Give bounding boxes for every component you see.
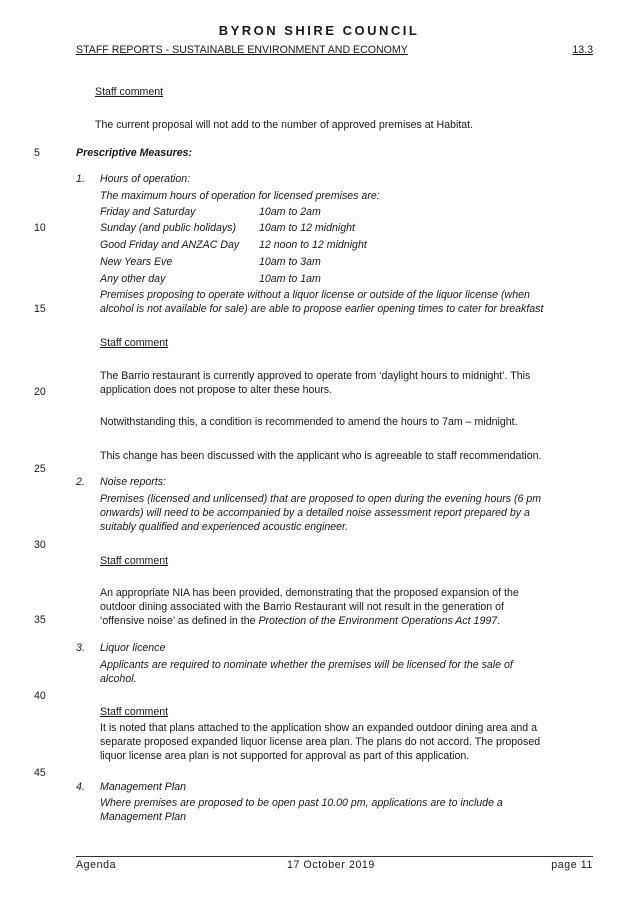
hours-time: 10am to 3am xyxy=(259,256,321,268)
footer-page: page 11 xyxy=(551,859,593,871)
intro-paragraph: The current proposal will not add to the number of approved premises at Habitat. xyxy=(95,119,474,131)
comment-text: This change has been discussed with the applicant who is agreeable to staff recommendation. xyxy=(100,450,542,462)
comment-text: Notwithstanding this, a condition is recommended to amend the hours to 7am – midnight. xyxy=(100,416,518,428)
section-number: 13.3 xyxy=(572,44,593,56)
item-text: Applicants are required to nominate whether the premises will be licensed for the sale of xyxy=(100,659,513,671)
line-number: 30 xyxy=(34,539,46,551)
act-name: Protection of the Environment Operations Act 1997 xyxy=(258,615,498,627)
item-title: Liquor licence xyxy=(100,642,166,654)
line-number: 45 xyxy=(34,767,46,779)
item-title: Management Plan xyxy=(100,781,186,793)
item-number: 4. xyxy=(76,781,85,793)
report-subtitle: STAFF REPORTS - SUSTAINABLE ENVIRONMENT AND ECONOMY xyxy=(76,44,408,56)
footer-divider xyxy=(76,856,593,857)
hours-time: 10am to 1am xyxy=(259,273,321,285)
item-text: suitably qualified and experienced acoustic engineer. xyxy=(100,521,349,533)
comment-text: outdoor dining associated with the Barrio Restaurant will not result in the generation of xyxy=(100,601,504,613)
item-title: Hours of operation: xyxy=(100,173,191,185)
comment-text: separate proposed expanded liquor license area plan. The plans do not accord. The proposed xyxy=(100,736,541,748)
comment-text xyxy=(100,615,500,628)
item-number: 3. xyxy=(76,642,85,654)
line-number: 5 xyxy=(34,147,40,159)
comment-text: The Barrio restaurant is currently approved to operate from ‘daylight hours to midnight’. This xyxy=(100,370,531,382)
comment-text: It is noted that plans attached to the application show an expanded outdoor dining area and a xyxy=(100,722,538,734)
item-text: The maximum hours of operation for licensed premises are: xyxy=(100,190,380,202)
hours-time: 12 noon to 12 midnight xyxy=(259,239,367,251)
item-text: Where premises are proposed to be open past 10.00 pm, applications are to include a xyxy=(100,797,503,809)
hours-time: 10am to 12 midnight xyxy=(259,222,355,234)
comment-text: application does not propose to alter these hours. xyxy=(100,384,333,396)
hours-day: Friday and Saturday xyxy=(100,206,196,218)
staff-comment-heading: Staff comment xyxy=(100,555,169,567)
hours-day: Sunday (and public holidays) xyxy=(100,222,237,234)
item-text: alcohol. xyxy=(100,673,137,685)
comment-text: An appropriate NIA has been provided, demonstrating that the proposed expansion of the xyxy=(100,587,519,599)
item-number: 1. xyxy=(76,173,85,185)
line-number: 25 xyxy=(34,463,46,475)
line-number: 35 xyxy=(34,614,46,626)
item-title: Noise reports: xyxy=(100,476,166,488)
line-number: 20 xyxy=(34,386,46,398)
line-number: 40 xyxy=(34,690,46,702)
footer-date: 17 October 2019 xyxy=(287,859,375,871)
staff-comment-heading: Staff comment xyxy=(95,86,164,98)
comment-text: liquor license area plan is not supported for approval as part of this application. xyxy=(100,750,470,762)
item-text: alcohol is not available for sale) are able to propose earlier opening times to cater for breakfast xyxy=(100,303,544,315)
item-text: Management Plan xyxy=(100,811,186,823)
line-number: 10 xyxy=(34,222,46,234)
hours-day: Good Friday and ANZAC Day xyxy=(100,239,240,251)
item-text: onwards) will need to be accompanied by a detailed noise assessment report prepared by a xyxy=(100,507,530,519)
hours-day: New Years Eve xyxy=(100,256,173,268)
prescriptive-heading: Prescriptive Measures: xyxy=(76,147,193,159)
staff-comment-heading: Staff comment xyxy=(100,706,169,718)
footer-left: Agenda xyxy=(76,859,117,871)
item-number: 2. xyxy=(76,476,85,488)
comment-text-fragment: ‘offensive noise’ as defined in the xyxy=(100,615,259,627)
hours-day: Any other day xyxy=(100,273,166,285)
comment-text-fragment: . xyxy=(497,615,501,627)
item-text: Premises proposing to operate without a liquor license or outside of the liquor license (when xyxy=(100,289,530,301)
hours-time: 10am to 2am xyxy=(259,206,321,218)
line-number: 15 xyxy=(34,303,46,315)
item-text: Premises (licensed and unlicensed) that are proposed to open during the evening hours (6 pm xyxy=(100,493,542,505)
staff-comment-heading: Staff comment xyxy=(100,337,169,349)
council-name: BYRON SHIRE COUNCIL xyxy=(218,23,420,38)
